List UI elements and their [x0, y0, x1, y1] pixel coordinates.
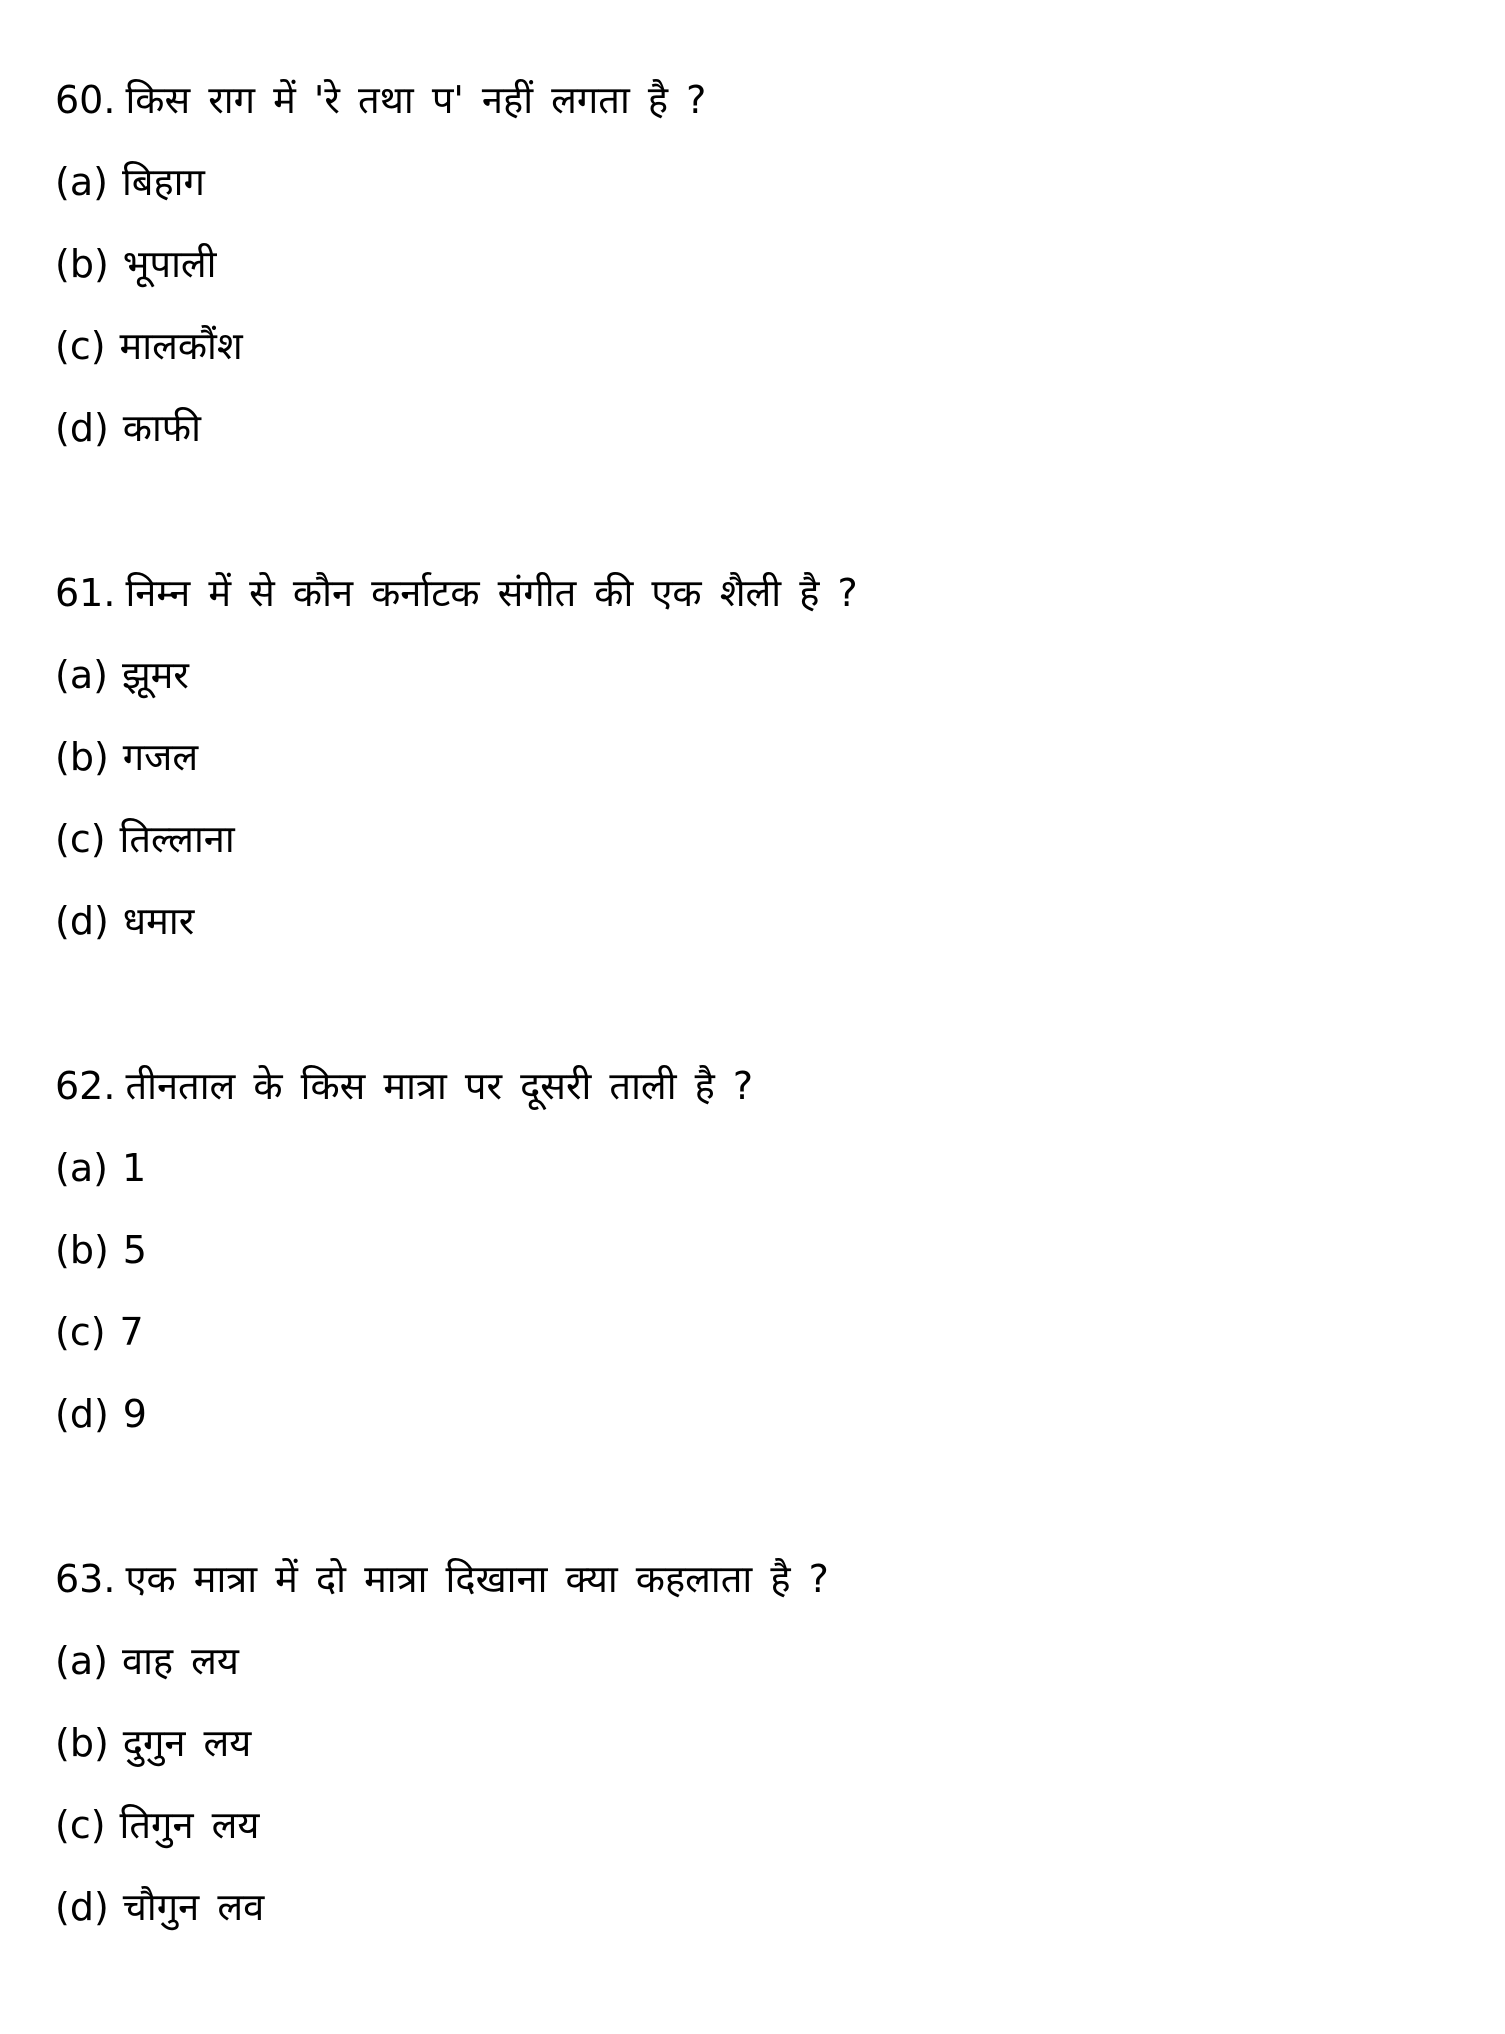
option-label: (a) — [55, 653, 108, 697]
option-label: (b) — [55, 735, 109, 779]
option-label: (d) — [55, 1885, 109, 1929]
question-text: तीनताल के किस मात्रा पर दूसरी ताली है ? — [125, 1064, 754, 1108]
option-label: (d) — [55, 1392, 109, 1436]
option-text: 1 — [121, 1146, 147, 1190]
option-text: झूमर — [121, 653, 189, 697]
option-a — [55, 154, 1455, 210]
option-label: (d) — [55, 406, 109, 450]
option-text: 7 — [119, 1310, 144, 1354]
option-list — [55, 1140, 1455, 1442]
option-c — [55, 1304, 1455, 1360]
option-c — [55, 318, 1455, 374]
question-number: 60. — [55, 78, 116, 122]
option-label: (a) — [55, 1146, 108, 1190]
option-list — [55, 647, 1455, 949]
option-text: दुगुन लय — [122, 1721, 252, 1765]
question-text: निम्न में से कौन कर्नाटक संगीत की एक शैली है ? — [125, 571, 858, 615]
question-62 — [55, 1058, 1455, 1468]
option-list — [55, 154, 1455, 456]
option-label: (a) — [55, 160, 108, 204]
option-d — [55, 893, 1455, 949]
option-text: भूपाली — [122, 242, 217, 286]
question-line — [55, 1058, 1455, 1114]
question-number: 62. — [55, 1064, 116, 1108]
question-line — [55, 1551, 1455, 1607]
option-label: (c) — [55, 1803, 106, 1847]
option-a — [55, 647, 1455, 703]
option-label: (a) — [55, 1639, 108, 1683]
option-text: वाह लय — [121, 1639, 239, 1683]
option-text: तिगुन लय — [119, 1803, 260, 1847]
option-text: चौगुन लव — [122, 1885, 265, 1929]
question-63 — [55, 1551, 1455, 1961]
option-b — [55, 236, 1455, 292]
option-text: गजल — [122, 735, 199, 779]
option-a — [55, 1140, 1455, 1196]
option-b — [55, 1222, 1455, 1278]
option-label: (d) — [55, 899, 109, 943]
question-line — [55, 72, 1455, 128]
option-b — [55, 729, 1455, 785]
option-label: (c) — [55, 324, 106, 368]
question-61 — [55, 565, 1455, 975]
option-text: काफी — [122, 406, 201, 450]
option-text: तिल्लाना — [119, 817, 235, 861]
option-text: 5 — [122, 1228, 147, 1272]
option-b — [55, 1715, 1455, 1771]
option-c — [55, 1797, 1455, 1853]
option-a — [55, 1633, 1455, 1689]
option-d — [55, 1386, 1455, 1442]
question-text: एक मात्रा में दो मात्रा दिखाना क्या कहलाता है ? — [125, 1557, 829, 1601]
option-d — [55, 400, 1455, 456]
option-label: (b) — [55, 242, 109, 286]
option-text: बिहाग — [121, 160, 205, 204]
question-60 — [55, 72, 1455, 482]
option-list — [55, 1633, 1455, 1935]
option-label: (c) — [55, 817, 106, 861]
option-text: धमार — [122, 899, 195, 943]
option-text: मालकौंश — [119, 324, 243, 368]
option-label: (b) — [55, 1721, 109, 1765]
question-number: 63. — [55, 1557, 116, 1601]
option-c — [55, 811, 1455, 867]
option-text: 9 — [122, 1392, 147, 1436]
question-text: किस राग में 'रे तथा प' नहीं लगता है ? — [125, 78, 707, 122]
question-number: 61. — [55, 571, 116, 615]
option-label: (c) — [55, 1310, 106, 1354]
question-line — [55, 565, 1455, 621]
option-label: (b) — [55, 1228, 109, 1272]
option-d — [55, 1879, 1455, 1935]
